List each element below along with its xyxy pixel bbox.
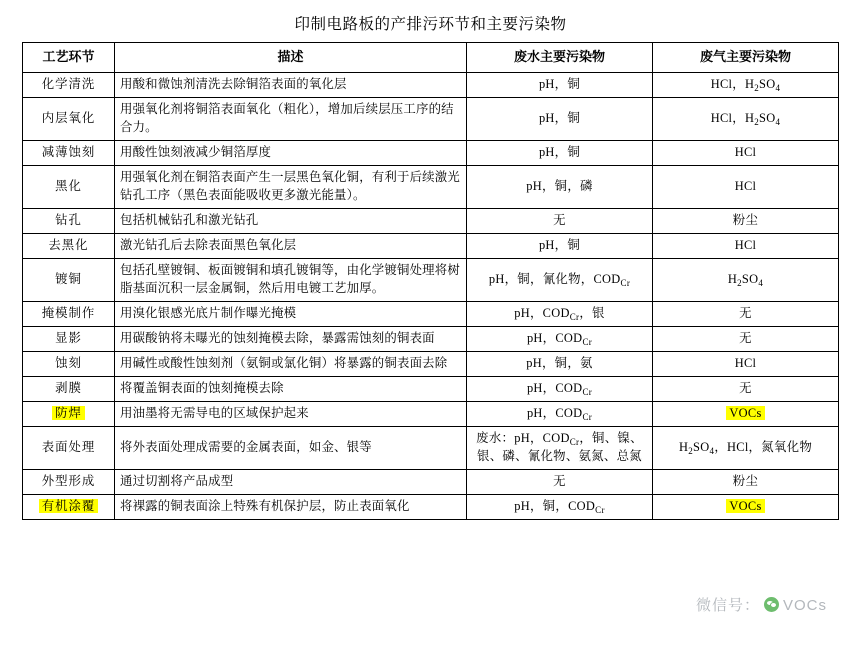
column-header-waste-gas: 废气主要污染物 xyxy=(653,43,839,73)
table-row xyxy=(23,401,839,426)
cell-wastewater: pH，铜，氨 xyxy=(467,351,653,376)
table-row xyxy=(23,326,839,351)
column-header-description: 描述 xyxy=(115,43,467,73)
cell-wastewater: pH，铜 xyxy=(467,140,653,165)
column-header-stage: 工艺环节 xyxy=(23,43,115,73)
cell-description: 用碳酸钠将未曝光的蚀刻掩模去除，暴露需蚀刻的铜表面 xyxy=(115,326,467,351)
cell-wastewater: 无 xyxy=(467,208,653,233)
cell-description: 包括孔壁镀铜、板面镀铜和填孔镀铜等，由化学镀铜处理将树脂基面沉积一层金属铜，然后用电镀工艺加厚。 xyxy=(115,258,467,301)
table-row xyxy=(23,301,839,326)
cell-stage: 外型形成 xyxy=(23,469,115,494)
cell-waste-gas: $H_2SO_4$ xyxy=(653,258,839,301)
cell-stage: 去黑化 xyxy=(23,233,115,258)
cell-description: 用酸和微蚀剂清洗去除铜箔表面的氧化层 xyxy=(115,72,467,97)
page-title: 印制电路板的产排污环节和主要污染物 xyxy=(294,16,567,33)
cell-description: 将覆盖铜表面的蚀刻掩模去除 xyxy=(115,376,467,401)
cell-wastewater: pH，$COD_{Cr}$ xyxy=(467,401,653,426)
table-header xyxy=(23,43,839,73)
cell-stage: 减薄蚀刻 xyxy=(23,140,115,165)
highlight-marker: 防焊 xyxy=(52,406,85,420)
table-row xyxy=(23,233,839,258)
cell-waste-gas: 无 xyxy=(653,326,839,351)
table-row xyxy=(23,469,839,494)
table-row xyxy=(23,208,839,233)
watermark xyxy=(696,594,827,615)
cell-description: 激光钻孔后去除表面黑色氧化层 xyxy=(115,233,467,258)
cell-waste-gas: HCl xyxy=(653,233,839,258)
cell-stage: 黑化 xyxy=(23,165,115,208)
table-row xyxy=(23,376,839,401)
cell-wastewater: 无 xyxy=(467,469,653,494)
cell-description: 包括机械钻孔和激光钻孔 xyxy=(115,208,467,233)
cell-wastewater: pH，铜 xyxy=(467,233,653,258)
table-row xyxy=(23,351,839,376)
cell-description: 用溴化银感光底片制作曝光掩模 xyxy=(115,301,467,326)
watermark-right-text: VOCs xyxy=(782,597,827,614)
table-row xyxy=(23,140,839,165)
cell-description: 将外表面处理成需要的金属表面，如金、银等 xyxy=(115,426,467,469)
table-row xyxy=(23,165,839,208)
cell-stage: 剥膜 xyxy=(23,376,115,401)
highlight-marker: VOCs xyxy=(726,406,764,420)
cell-waste-gas: HCl xyxy=(653,140,839,165)
cell-waste-gas xyxy=(653,494,839,519)
cell-stage: 蚀刻 xyxy=(23,351,115,376)
table-row xyxy=(23,426,839,469)
cell-waste-gas xyxy=(653,401,839,426)
cell-description: 用碱性或酸性蚀刻剂（氨铜或氯化铜）将暴露的铜表面去除 xyxy=(115,351,467,376)
table-row xyxy=(23,258,839,301)
cell-wastewater: 废水：pH，$COD_{Cr}$，铜、镍、银、磷、氰化物、氨氮、总氮 xyxy=(467,426,653,469)
cell-description: 通过切割将产品成型 xyxy=(115,469,467,494)
wechat-logo-icon xyxy=(764,597,779,612)
cell-description: 将裸露的铜表面涂上特殊有机保护层，防止表面氧化 xyxy=(115,494,467,519)
table-row xyxy=(23,72,839,97)
cell-waste-gas: HCl xyxy=(653,351,839,376)
cell-stage: 镀铜 xyxy=(23,258,115,301)
cell-stage: 掩模制作 xyxy=(23,301,115,326)
cell-waste-gas: HCl xyxy=(653,165,839,208)
cell-stage: 化学清洗 xyxy=(23,72,115,97)
cell-wastewater: pH，铜，磷 xyxy=(467,165,653,208)
column-header-wastewater: 废水主要污染物 xyxy=(467,43,653,73)
cell-description: 用强氧化剂将铜箔表面氧化（粗化），增加后续层压工序的结合力。 xyxy=(115,97,467,140)
cell-stage: 钻孔 xyxy=(23,208,115,233)
cell-stage: 表面处理 xyxy=(23,426,115,469)
highlight-marker: 有机涂覆 xyxy=(39,499,99,513)
table-row xyxy=(23,494,839,519)
pollution-table xyxy=(22,42,839,520)
watermark-left-text: 微信号： xyxy=(695,597,760,614)
cell-stage: 内层氧化 xyxy=(23,97,115,140)
cell-waste-gas: HCl，$H_2SO_4$ xyxy=(653,72,839,97)
cell-wastewater: pH，$COD_{Cr}$，银 xyxy=(467,301,653,326)
cell-wastewater: pH，$COD_{Cr}$ xyxy=(467,376,653,401)
cell-description: 用油墨将无需导电的区域保护起来 xyxy=(115,401,467,426)
cell-wastewater: pH，铜 xyxy=(467,72,653,97)
cell-waste-gas: 无 xyxy=(653,301,839,326)
cell-waste-gas: 无 xyxy=(653,376,839,401)
cell-wastewater: pH，铜，$COD_{Cr}$ xyxy=(467,494,653,519)
cell-waste-gas: $H_2SO_4$，HCl，氮氧化物 xyxy=(653,426,839,469)
highlight-marker: VOCs xyxy=(726,499,764,513)
cell-wastewater: pH，铜，氰化物，$COD_{Cr}$ xyxy=(467,258,653,301)
cell-waste-gas: 粉尘 xyxy=(653,208,839,233)
cell-wastewater: pH，铜 xyxy=(467,97,653,140)
cell-stage xyxy=(23,494,115,519)
cell-description: 用酸性蚀刻液减少铜箔厚度 xyxy=(115,140,467,165)
cell-stage xyxy=(23,401,115,426)
table-header-row xyxy=(23,43,839,73)
table-row xyxy=(23,97,839,140)
cell-stage: 显影 xyxy=(23,326,115,351)
cell-waste-gas: HCl，$H_2SO_4$ xyxy=(653,97,839,140)
cell-description: 用强氧化剂在铜箔表面产生一层黑色氧化铜，有利于后续激光钻孔工序（黑色表面能吸收更多激光能量）。 xyxy=(115,165,467,208)
table-body xyxy=(23,72,839,519)
cell-wastewater: pH，$COD_{Cr}$ xyxy=(467,326,653,351)
cell-waste-gas: 粉尘 xyxy=(653,469,839,494)
